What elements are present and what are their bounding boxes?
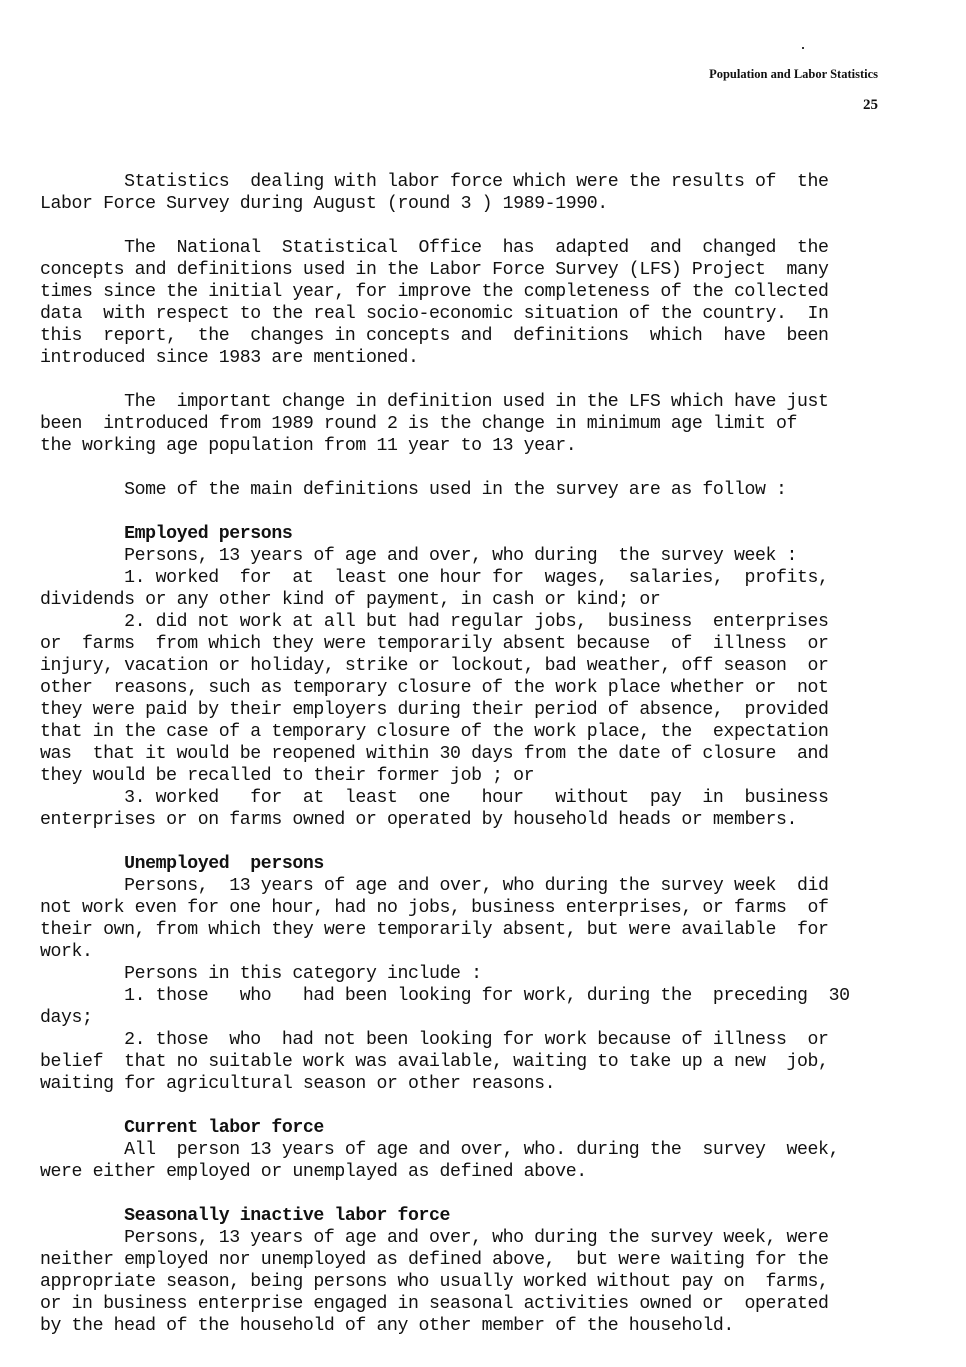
text-line: been introduced from 1989 round 2 is the change in minimum age limit of: [40, 414, 798, 434]
section-heading: Seasonally inactive labor force: [40, 1206, 451, 1226]
text-line: Labor Force Survey during August (round 3 ) 1989-1990.: [40, 194, 608, 214]
text-line: Some of the main definitions used in the survey are as follow :: [40, 480, 787, 500]
text-line: 1. those who had been looking for work, during the preceding 30: [40, 986, 850, 1006]
text-line: 2. did not work at all but had regular jobs, business enterprises: [40, 612, 829, 632]
text-line: waiting for agricultural season or other reasons.: [40, 1074, 556, 1094]
text-line: Statistics dealing with labor force which were the results of the: [40, 172, 829, 192]
text-line: work.: [40, 942, 93, 962]
text-line: The National Statistical Office has adapted and changed the: [40, 238, 829, 258]
text-line: neither employed nor unemployed as defined above, but were waiting for the: [40, 1250, 829, 1270]
paragraph-age-change: [40, 391, 890, 457]
paragraph-definitions-intro: [40, 479, 890, 501]
text-line: concepts and definitions used in the Labor Force Survey (LFS) Project many: [40, 260, 829, 280]
text-line: All person 13 years of age and over, who. during the survey week,: [40, 1140, 840, 1160]
text-line: by the head of the household of any other member of the household.: [40, 1316, 734, 1336]
text-line: introduced since 1983 are mentioned.: [40, 348, 419, 368]
text-line: 1. worked for at least one hour for wages, salaries, profits,: [40, 568, 829, 588]
text-line: were either employed or unemplayed as defined above.: [40, 1162, 587, 1182]
text-line: other reasons, such as temporary closure of the work place whether or not: [40, 678, 829, 698]
text-line: The important change in definition used in the LFS which have just: [40, 392, 829, 412]
document-body: [40, 171, 890, 1337]
text-line: their own, from which they were temporarily absent, but were available for: [40, 920, 829, 940]
text-line: Persons in this category include :: [40, 964, 482, 984]
section-unemployed: [40, 853, 890, 1095]
text-line: 2. those who had not been looking for work because of illness or: [40, 1030, 829, 1050]
text-line: belief that no suitable work was available, waiting to take up a new job,: [40, 1052, 829, 1072]
text-line: not work even for one hour, had no jobs, business enterprises, or farms of: [40, 898, 829, 918]
paragraph-concepts: [40, 237, 890, 369]
text-line: the working age population from 11 year to 13 year.: [40, 436, 577, 456]
scan-speck: [802, 47, 804, 49]
section-heading: Unemployed persons: [40, 854, 324, 874]
section-heading: Current labor force: [40, 1118, 324, 1138]
text-line: days;: [40, 1008, 93, 1028]
text-line: dividends or any other kind of payment, in cash or kind; or: [40, 590, 661, 610]
section-heading: Employed persons: [40, 524, 293, 544]
text-line: injury, vacation or holiday, strike or lockout, bad weather, off season or: [40, 656, 829, 676]
text-line: Persons, 13 years of age and over, who during the survey week did: [40, 876, 829, 896]
text-line: or farms from which they were temporarily absent because of illness or: [40, 634, 829, 654]
text-line: they were paid by their employers during their period of absence, provided: [40, 700, 829, 720]
page-number: 25: [863, 97, 878, 113]
text-line: they would be recalled to their former job ; or: [40, 766, 535, 786]
paragraph-intro: [40, 171, 890, 215]
text-line: enterprises or on farms owned or operated by household heads or members.: [40, 810, 798, 830]
text-line: appropriate season, being persons who usually worked without pay on farms,: [40, 1272, 829, 1292]
section-employed: [40, 523, 890, 831]
text-line: times since the initial year, for improve the completeness of the collected: [40, 282, 829, 302]
text-line: Persons, 13 years of age and over, who during the survey week :: [40, 546, 798, 566]
running-header: Population and Labor Statistics: [709, 67, 878, 81]
text-line: data with respect to the real socio-economic situation of the country. In: [40, 304, 829, 324]
text-line: this report, the changes in concepts and definitions which have been: [40, 326, 829, 346]
section-seasonally-inactive: [40, 1205, 890, 1337]
text-line: that in the case of a temporary closure of the work place, the expectation: [40, 722, 829, 742]
text-line: was that it would be reopened within 30 days from the date of closure and: [40, 744, 829, 764]
text-line: 3. worked for at least one hour without pay in business: [40, 788, 829, 808]
text-line: or in business enterprise engaged in seasonal activities owned or operated: [40, 1294, 829, 1314]
text-line: Persons, 13 years of age and over, who during the survey week, were: [40, 1228, 829, 1248]
section-current-labor-force: [40, 1117, 890, 1183]
